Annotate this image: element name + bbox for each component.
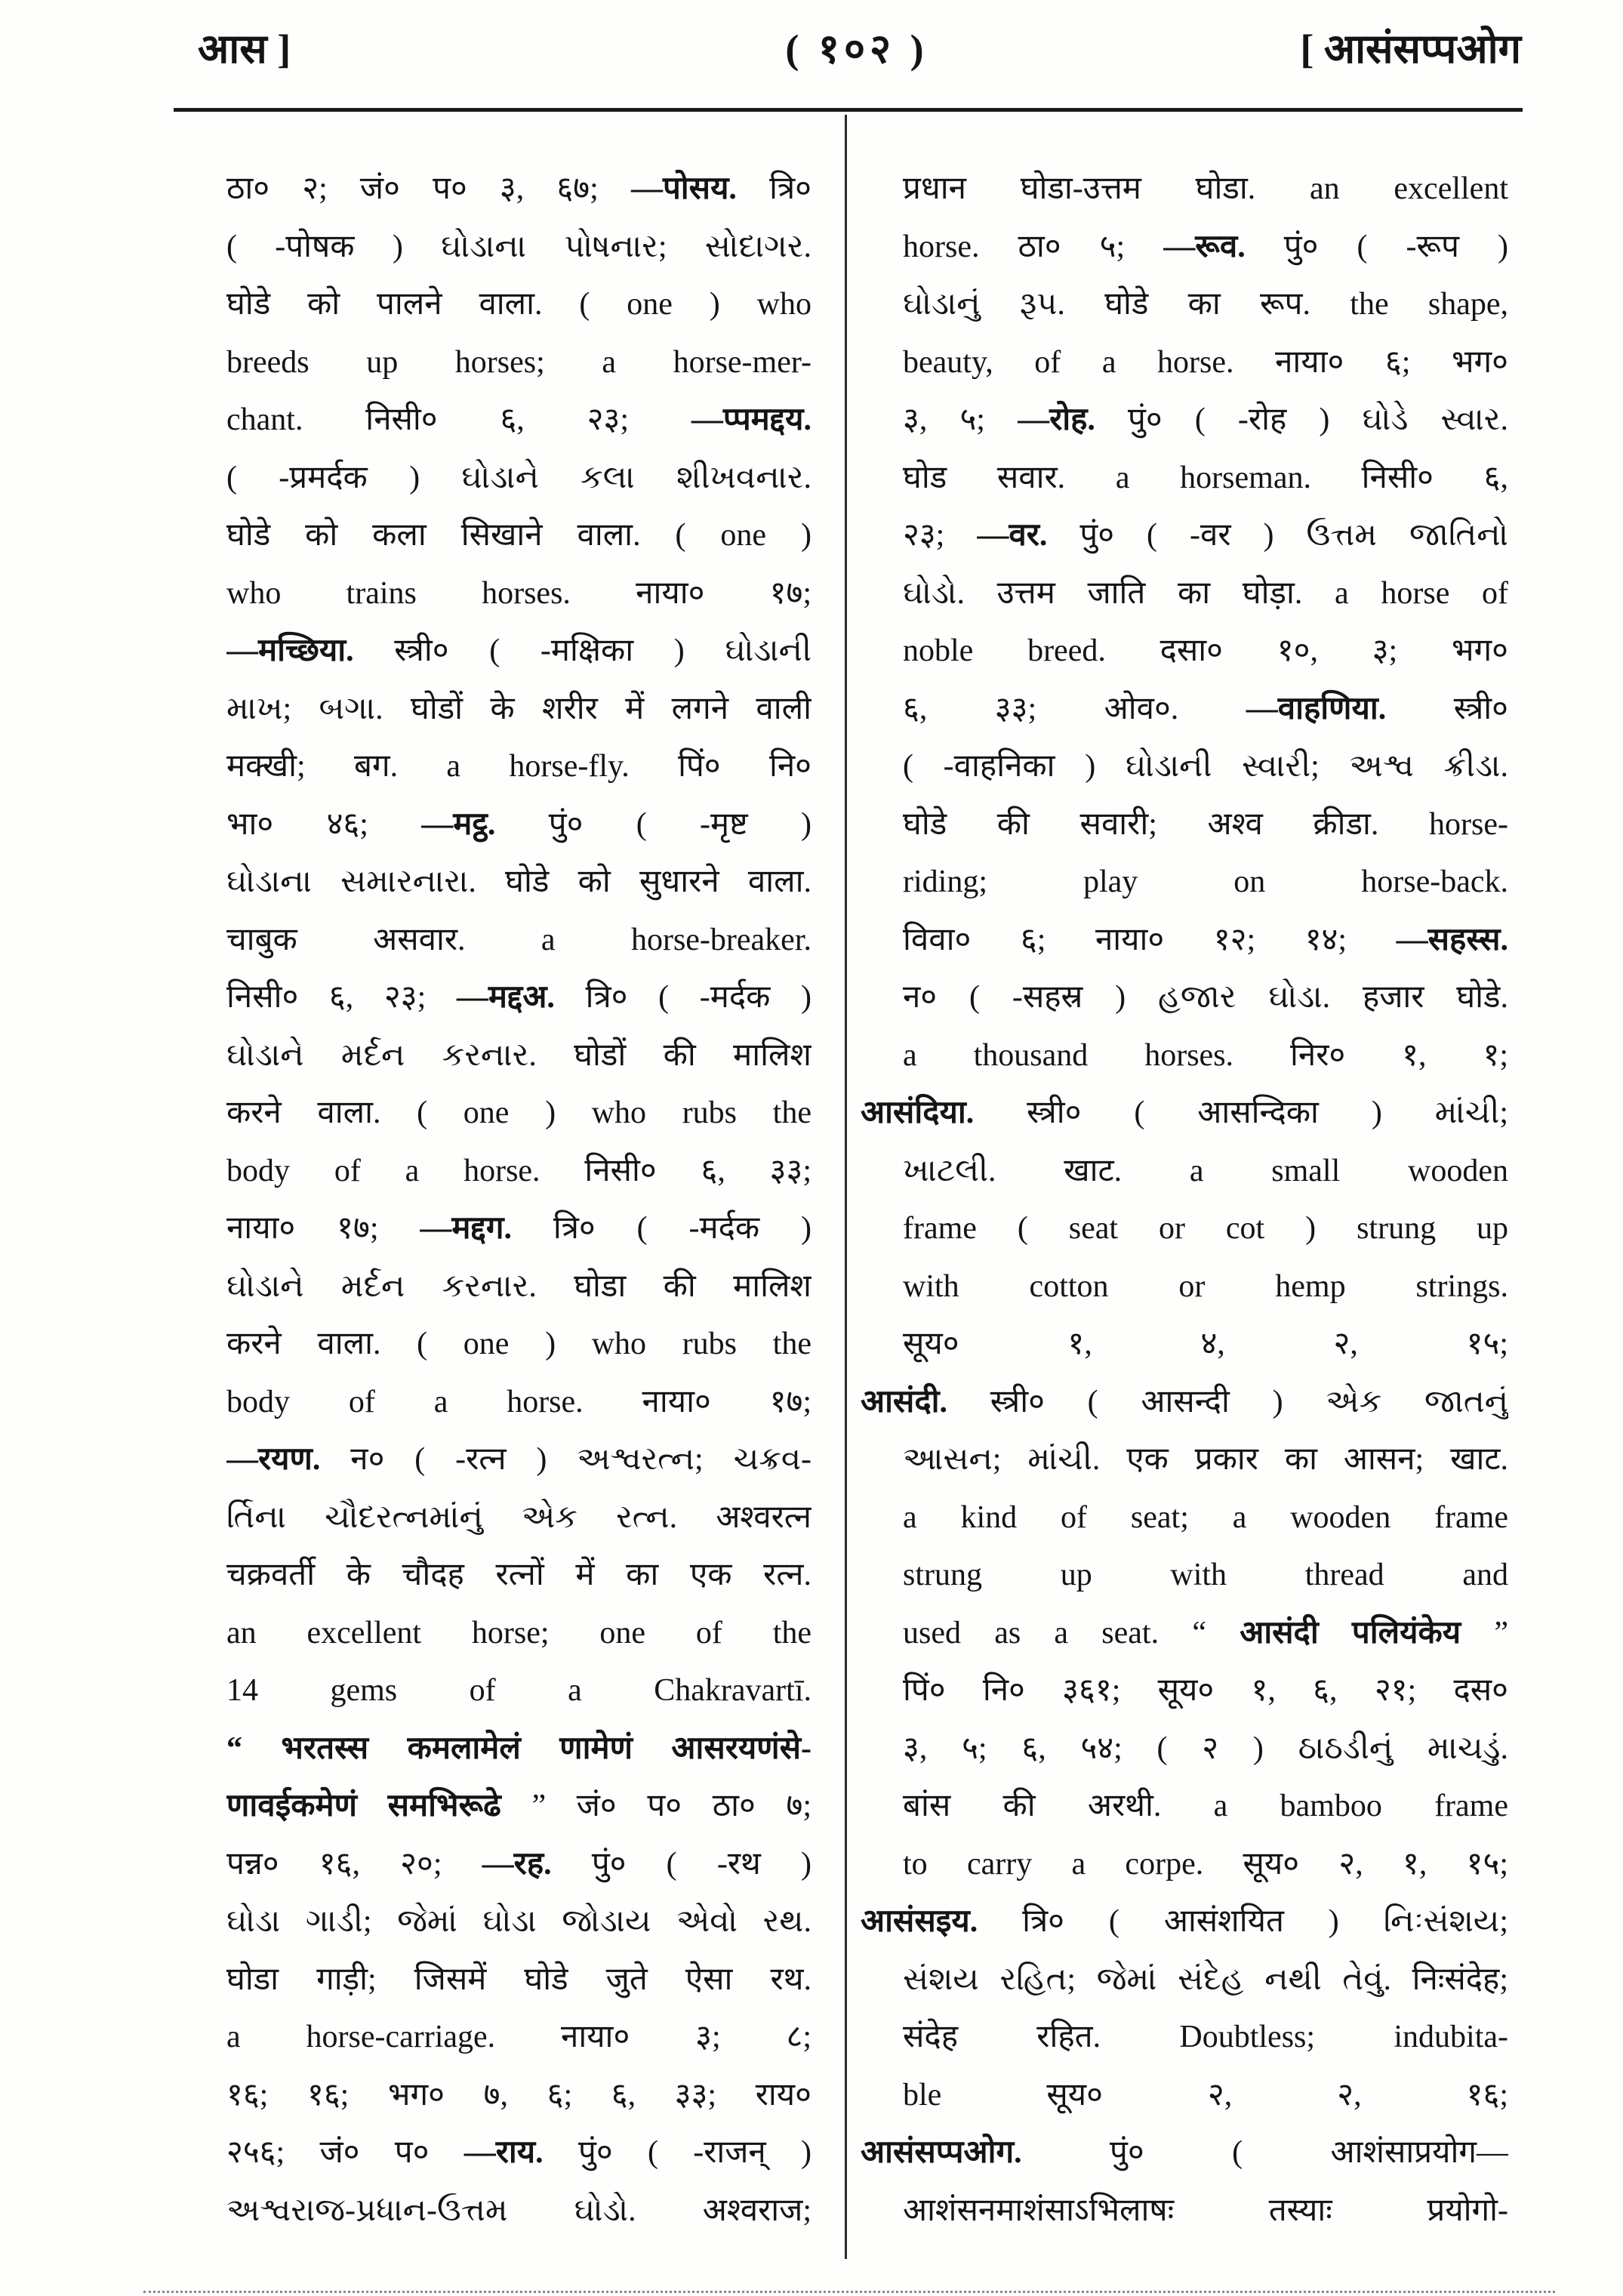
line-text: સંશય રહિત; જેમાં સંદેહ નથી તેવું. निःसंदेह;: [903, 1962, 1508, 1997]
line-text: ઘોડા ગાડી; જેમાં ઘોડા જોડાય એવો રથ.: [226, 1904, 812, 1939]
line-text: पुं० ( -वर ) ઉત્તમ જાતિનો: [1047, 518, 1508, 553]
line-text: a kind of seat; a wooden frame: [903, 1499, 1508, 1535]
line-text: ”: [1461, 1615, 1508, 1650]
line-text: पुं० ( -रोह ) ઘોડે સ્વાર.: [1095, 402, 1508, 437]
text-line: [226, 2008, 812, 2066]
line-text: घोड सवार. a horseman. निसी० ६,: [903, 460, 1508, 495]
line-text: पुं० ( -रथ ): [551, 1846, 812, 1881]
text-line: [861, 334, 1508, 392]
line-text: ઘોડાને મર્દન કરનાર. घोडों की मालिश: [226, 1037, 812, 1073]
line-text: त्रि०: [736, 171, 812, 206]
headword: आसंसप्पओग.: [861, 2135, 1022, 2170]
text-line: [861, 1489, 1508, 1547]
line-text: ઘોડાને મર્દન કરનાર. घोडा की मालिश: [226, 1268, 812, 1304]
line-text: ३, ५; ६, ५४; ( २ ) ઠાઠડીનું માચડું.: [903, 1730, 1508, 1766]
text-line: [861, 796, 1508, 854]
headword: आसंदी पलियंकेय: [1240, 1615, 1461, 1650]
line-text: स्त्री०: [1386, 691, 1508, 726]
line-text: who trains horses. नाया० १७;: [226, 575, 812, 611]
line-text: beauty, of a horse. नाया० ६; भग०: [903, 344, 1508, 380]
text-line: [861, 1777, 1508, 1835]
line-text: त्रि० ( -मर्दक ): [554, 980, 812, 1015]
line-text: an excellent horse; one of the: [226, 1615, 812, 1650]
line-text: ६, ३३; ओव०.: [903, 691, 1246, 726]
line-text: frame ( seat or cot ) strung up: [903, 1211, 1508, 1246]
line-text: breeds up horses; a horse-mer-: [226, 344, 812, 380]
text-line: [226, 276, 812, 334]
text-line: [861, 622, 1508, 680]
text-line: [861, 449, 1508, 507]
text-line: [226, 622, 812, 680]
line-text: માખ; બગા. घोडों के शरीर में लगने वाली: [226, 691, 812, 726]
text-line: [226, 391, 812, 449]
text-line: [226, 1084, 812, 1142]
line-text: ” जं० प० ठा० ७;: [500, 1789, 812, 1823]
line-text: पुं० ( -रूप ): [1245, 229, 1508, 264]
text-line: [861, 1835, 1508, 1894]
line-text: स्त्री० ( -मक्षिका ) ઘોડાની: [353, 633, 812, 668]
headword: —मट्ठ.: [421, 806, 496, 842]
line-text: त्रि० ( आसंशयित ) નિઃસંશય;: [978, 1904, 1508, 1939]
line-text: આસન; માંચી. एक प्रकार का आसन; खाट.: [903, 1442, 1508, 1477]
text-line: [861, 160, 1508, 218]
text-line: [226, 565, 812, 623]
text-line: [861, 1258, 1508, 1316]
line-text: त्रि० ( -मर्दक ): [511, 1211, 812, 1246]
line-text: बांस की अरथी. a bamboo frame: [903, 1789, 1508, 1823]
headword: —पोसय.: [630, 171, 737, 206]
text-line: [226, 1431, 812, 1489]
text-line: [226, 1720, 812, 1778]
header-rule: [174, 108, 1523, 112]
text-line: [226, 2066, 812, 2125]
line-text: ઘોડો. उत्तम जाति का घोड़ा. a horse of: [903, 575, 1508, 611]
line-text: ર્તિના ચૌદરત્નમાંનું એક રત્ન. अश्वरत्न: [226, 1499, 812, 1535]
line-text: पन्न० १६, २०;: [226, 1846, 482, 1881]
line-text: सूय० १, ४, २, १५;: [903, 1327, 1508, 1361]
headword: —रूव.: [1163, 229, 1246, 264]
line-text: आशंसनमाशंसाऽभिलाषः तस्याः प्रयोगो-: [903, 2193, 1508, 2228]
line-text: ठा० २; जं० प० ३, ६७;: [226, 171, 631, 206]
text-line: [226, 1546, 812, 1604]
headword: —मद्दअ.: [456, 980, 555, 1015]
text-line: [861, 1027, 1508, 1085]
line-text: प्रधान घोडा-उत्तम घोडा. an excellent: [903, 171, 1508, 206]
line-text: भा० ४६;: [226, 806, 422, 842]
text-line: [861, 218, 1508, 276]
line-text: करने वाला. ( one ) who rubs the: [226, 1096, 812, 1130]
text-line: [226, 334, 812, 392]
text-line: [861, 2182, 1508, 2240]
headword: —मद्दग.: [420, 1211, 512, 1246]
line-text: ખાટલી. खाट. a small wooden: [903, 1153, 1508, 1188]
entry-headword-line: [861, 1084, 1508, 1142]
entry-headword-line: [861, 2124, 1508, 2182]
line-text: घोडा गाड़ी; जिसमें घोडे जुते ऐसा रथ.: [226, 1962, 812, 1997]
line-text: body of a horse. नाया० १७;: [226, 1384, 812, 1419]
text-line: [226, 2182, 812, 2240]
text-line: [226, 796, 812, 854]
text-line: [226, 1489, 812, 1547]
text-line: [861, 2008, 1508, 2066]
left-column: [226, 160, 812, 2239]
line-text: to carry a corpe. सूय० २, १, १५;: [903, 1846, 1508, 1881]
line-text: घोडे को पालने वाला. ( one ) who: [226, 287, 812, 322]
page-bottom-edge: [143, 2291, 1555, 2293]
line-text: used as a seat. “: [903, 1615, 1240, 1650]
text-line: [226, 1315, 812, 1373]
line-text: घोडे को कला सिखाने वाला. ( one ): [226, 518, 812, 553]
headword: —रयण.: [226, 1442, 321, 1477]
headword: —सहस्स.: [1396, 922, 1508, 957]
line-text: पिं० नि० ३६१; सूय० १, ६, २१; दस०: [903, 1673, 1508, 1708]
line-text: ઘોડાના સમારનારા. घोडे को सुधारने वाला.: [226, 864, 812, 899]
line-text: ble सूय० २, २, १६;: [903, 2077, 1508, 2113]
line-text: करने वाला. ( one ) who rubs the: [226, 1327, 812, 1361]
entry-headword-line: [861, 1893, 1508, 1951]
text-line: [226, 1373, 812, 1432]
headword: —रोह.: [1018, 402, 1095, 437]
text-line: [226, 1604, 812, 1663]
line-text: मक्खी; बग. a horse-fly. पिं० नि०: [226, 749, 812, 784]
text-line: [861, 1720, 1508, 1778]
text-line: [226, 2124, 812, 2182]
line-text: विवा० ६; नाया० १२; १४;: [903, 922, 1397, 957]
text-line: [861, 1315, 1508, 1373]
running-head-right: [ आसंसप्पओग: [1300, 26, 1521, 72]
text-line: [226, 160, 812, 218]
line-text: ( -वाहनिका ) ઘોડાની સ્વારી; અશ્વ ક્રીડા.: [903, 749, 1508, 784]
text-line: [861, 1431, 1508, 1489]
line-text: body of a horse. निसी० ६, ३३;: [226, 1153, 812, 1188]
line-text: चक्रवर्ती के चौदह रत्नों में का एक रत्न.: [226, 1558, 812, 1592]
text-line: [226, 1893, 812, 1951]
text-line: [226, 218, 812, 276]
headword: आसंसइय.: [861, 1904, 978, 1939]
text-line: [226, 1200, 812, 1258]
entry-headword-line: [861, 1373, 1508, 1432]
right-column: [861, 160, 1508, 2239]
headword: आसंदी.: [861, 1384, 947, 1419]
headword: —राय.: [463, 2135, 544, 2170]
line-text: strung up with thread and: [903, 1558, 1508, 1592]
text-line: [226, 449, 812, 507]
line-text: न० ( -रत्न ) અશ્વરત્ન; ચક્રવ-: [320, 1442, 812, 1477]
line-text: અશ્વરાજ-પ્રધાન-ઉત્તમ ઘોડો. अश्वराज;: [226, 2193, 812, 2228]
text-line: [226, 1027, 812, 1085]
line-text: a horse-carriage. नाया० ३; ८;: [226, 2020, 812, 2054]
line-text: नाया० १७;: [226, 1211, 420, 1246]
headword: —रह.: [482, 1846, 552, 1881]
headword: आसंदिया.: [861, 1096, 975, 1130]
line-text: पुं० ( -राजन् ): [543, 2135, 812, 2170]
running-head-left: आस ]: [198, 26, 291, 72]
text-line: [226, 1951, 812, 2009]
text-line: [861, 276, 1508, 334]
line-text: २५६; जं० प०: [226, 2135, 464, 2170]
text-line: [861, 1604, 1508, 1663]
text-line: [226, 911, 812, 969]
text-line: [861, 680, 1508, 738]
text-line: [861, 391, 1508, 449]
text-line: [861, 1200, 1508, 1258]
text-line: [861, 1951, 1508, 2009]
line-text: घोडे की सवारी; अश्व क्रीडा. horse-: [903, 806, 1508, 842]
line-text: निसी० ६, २३;: [226, 980, 457, 1015]
line-text: ઘોડાનું રૂપ. घोडे का रूप. the shape,: [903, 287, 1508, 322]
text-line: [861, 969, 1508, 1027]
line-text: riding; play on horse-back.: [903, 864, 1508, 899]
text-line: [226, 680, 812, 738]
line-text: स्त्री० ( आसन्दिका ) માંચી;: [974, 1096, 1508, 1130]
line-text: noble breed. दसा० १०, ३; भग०: [903, 633, 1508, 668]
line-text: ३, ५;: [903, 402, 1018, 437]
headword: —वर.: [977, 518, 1048, 553]
line-text: ( -प्रमर्दक ) ઘોડાને કલા શીખવનાર.: [226, 460, 812, 495]
text-line: [861, 911, 1508, 969]
text-line: [861, 1142, 1508, 1200]
headword: —प्पमद्दय.: [691, 402, 812, 437]
text-line: [861, 1662, 1508, 1720]
line-text: horse. ठा० ५;: [903, 229, 1164, 264]
page-number: ( १०२ ): [785, 26, 929, 72]
line-text: पुं० ( आशंसाप्रयोग—: [1021, 2135, 1508, 2170]
column-divider: [845, 115, 847, 2259]
text-line: [226, 1662, 812, 1720]
text-line: [226, 853, 812, 911]
line-text: a thousand horses. निर० १, १;: [903, 1037, 1508, 1073]
line-text: न० ( -सहस्र ) હજાર ઘોડા. हजार घोडे.: [903, 980, 1508, 1015]
line-text: २३;: [903, 518, 978, 553]
text-line: [861, 507, 1508, 565]
text-line: [861, 853, 1508, 911]
headword: —मच्छिया.: [226, 633, 354, 668]
text-line: [226, 738, 812, 796]
text-line: [226, 507, 812, 565]
text-line: [861, 738, 1508, 796]
text-line: [226, 1835, 812, 1894]
text-line: [861, 1546, 1508, 1604]
line-text: with cotton or hemp strings.: [903, 1268, 1508, 1304]
headword: “ भरतस्स कमलामेलं णामेणं आसरयणंसे-: [226, 1730, 812, 1766]
line-text: स्त्री० ( आसन्दी ) એક જાતનું: [947, 1384, 1508, 1419]
text-line: [226, 969, 812, 1027]
line-text: chant. निसी० ६, २३;: [226, 402, 691, 437]
text-line: [226, 1142, 812, 1200]
text-line: [861, 2066, 1508, 2125]
text-line: [226, 1258, 812, 1316]
headword: णावईकमेणं समभिरूढे: [226, 1789, 501, 1823]
headword: —वाहणिया.: [1246, 691, 1387, 726]
line-text: 14 gems of a Chakravartī.: [226, 1673, 812, 1708]
line-text: संदेह रहित. Doubtless; indubita-: [903, 2020, 1508, 2054]
text-line: [226, 1777, 812, 1835]
line-text: १६; १६; भग० ७, ६; ६, ३३; राय०: [226, 2077, 812, 2113]
line-text: चाबुक असवार. a horse-breaker.: [226, 922, 812, 957]
line-text: पुं० ( -मृष्ट ): [495, 806, 812, 842]
text-line: [861, 565, 1508, 623]
line-text: ( -पोषक ) ઘોડાના પોષનાર; સોદાગર.: [226, 229, 812, 264]
